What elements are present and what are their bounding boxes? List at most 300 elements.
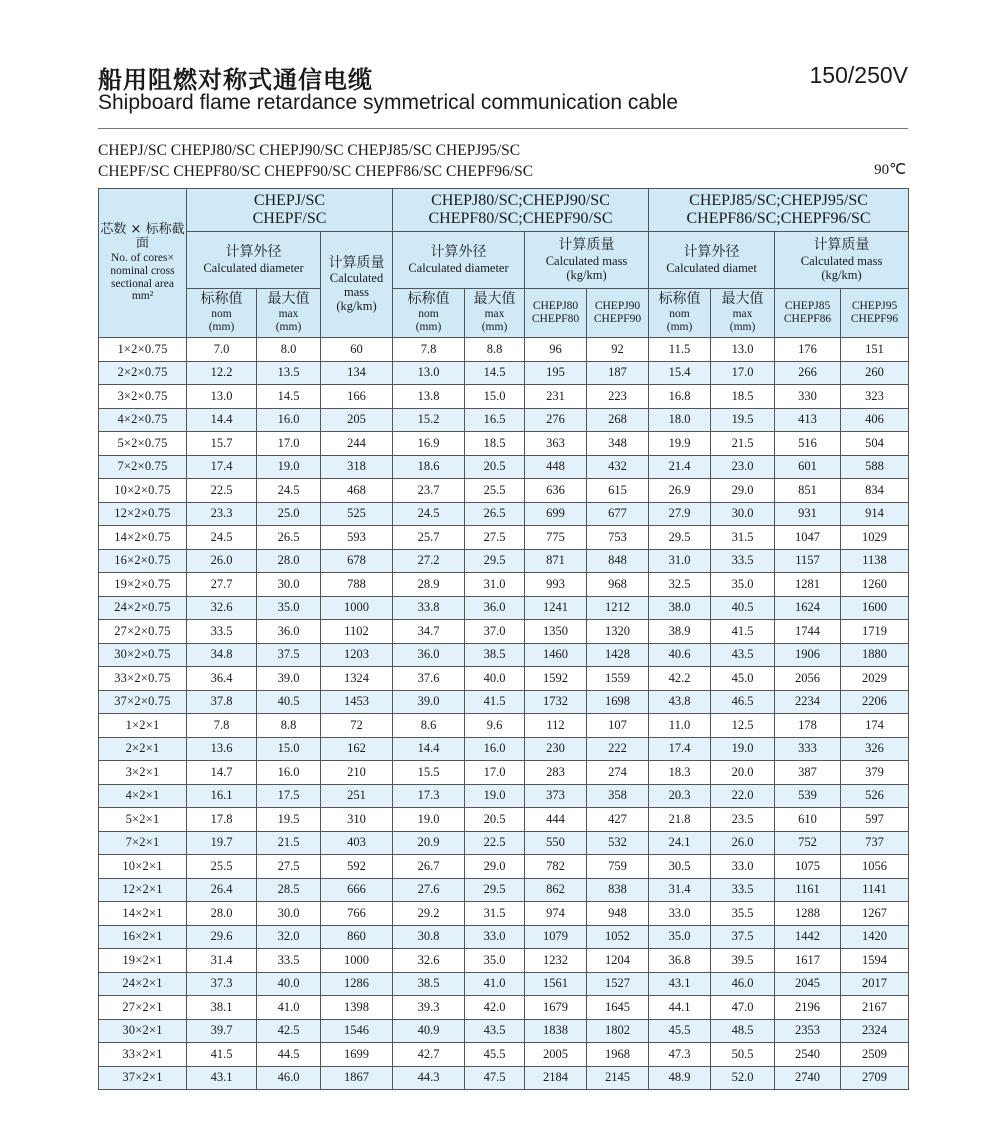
mass-sub-label: CHEPJ85 [784,300,831,313]
value-cell: 40.0 [257,972,321,996]
value-cell: 40.9 [393,1019,465,1043]
nom-label-cn: 标称值 [658,291,701,308]
value-cell: 33.5 [711,878,775,902]
value-cell: 19.5 [711,408,775,432]
nom-label-cn: 标称值 [200,291,243,308]
value-cell: 26.4 [187,878,257,902]
table-row [99,949,909,973]
value-cell: 2206 [841,690,909,714]
group-3-max-header [711,289,775,338]
value-cell: 15.2 [393,408,465,432]
value-cell: 72 [321,714,393,738]
value-cell: 677 [587,502,649,526]
value-cell: 1698 [587,690,649,714]
value-cell: 1286 [321,972,393,996]
table-row [99,361,909,385]
value-cell: 21.5 [257,831,321,855]
value-cell: 29.5 [649,526,711,550]
value-cell: 14.7 [187,761,257,785]
value-cell: 36.0 [465,596,525,620]
value-cell: 2145 [587,1066,649,1090]
value-cell: 38.1 [187,996,257,1020]
value-cell: 45.5 [649,1019,711,1043]
spec-header-en: No. of cores× nominal cross sectional area [110,251,175,290]
value-cell: 42.2 [649,667,711,691]
value-cell: 26.0 [187,549,257,573]
value-cell: 1600 [841,596,909,620]
value-cell: 268 [587,408,649,432]
value-cell: 107 [587,714,649,738]
value-cell: 21.4 [649,455,711,479]
value-cell: 24.5 [257,479,321,503]
value-cell: 16.0 [465,737,525,761]
value-cell: 26.9 [649,479,711,503]
value-cell: 134 [321,361,393,385]
value-cell: 17.5 [257,784,321,808]
value-cell: 27.9 [649,502,711,526]
value-cell: 33.0 [465,925,525,949]
value-cell: 21.8 [649,808,711,832]
nom-unit: (mm) [666,320,693,333]
value-cell: 29.0 [465,855,525,879]
value-cell: 23.7 [393,479,465,503]
value-cell: 1420 [841,925,909,949]
mass-label-en: Calculated mass [545,253,628,268]
value-cell: 45.0 [711,667,775,691]
mass-label-en: Calculated mass [329,271,384,300]
group-3-mass-a-header [775,289,841,338]
value-cell: 36.0 [393,643,465,667]
value-cell: 516 [775,432,841,456]
value-cell: 31.4 [649,878,711,902]
value-cell: 48.9 [649,1066,711,1090]
value-cell: 46.5 [711,690,775,714]
value-cell: 1645 [587,996,649,1020]
value-cell: 36.0 [257,620,321,644]
value-cell: 406 [841,408,909,432]
value-cell: 9.6 [465,714,525,738]
value-cell: 40.5 [711,596,775,620]
value-cell: 12.2 [187,361,257,385]
value-cell: 588 [841,455,909,479]
table-row [99,432,909,456]
value-cell: 1442 [775,925,841,949]
value-cell: 8.6 [393,714,465,738]
value-cell: 1204 [587,949,649,973]
value-cell: 1880 [841,643,909,667]
page-title-en: Shipboard flame retardance symmetrical communication cable [98,91,679,114]
value-cell: 39.7 [187,1019,257,1043]
spec-cell: 1×2×1 [99,714,187,738]
value-cell: 38.0 [649,596,711,620]
value-cell: 176 [775,338,841,362]
value-cell: 1732 [525,690,587,714]
value-cell: 43.5 [711,643,775,667]
mass-sub-label: CHEPF96 [850,313,899,325]
value-cell: 1281 [775,573,841,597]
spec-cell: 3×2×1 [99,761,187,785]
value-cell: 15.4 [649,361,711,385]
group-3-line-2: CHEPF86/SC;CHEPF96/SC [686,210,871,227]
value-cell: 1398 [321,996,393,1020]
value-cell: 23.3 [187,502,257,526]
table-row [99,878,909,902]
value-cell: 33.8 [393,596,465,620]
table-row [99,808,909,832]
nom-unit: (mm) [208,320,235,333]
value-cell: 35.0 [711,573,775,597]
value-cell: 27.5 [257,855,321,879]
value-cell: 1260 [841,573,909,597]
value-cell: 42.7 [393,1043,465,1067]
value-cell: 7.8 [187,714,257,738]
value-cell: 838 [587,878,649,902]
value-cell: 30.0 [257,902,321,926]
value-cell: 35.5 [711,902,775,926]
value-cell: 42.0 [465,996,525,1020]
table-row [99,831,909,855]
value-cell: 1546 [321,1019,393,1043]
value-cell: 2005 [525,1043,587,1067]
nom-label-cn: 标称值 [407,291,450,308]
value-cell: 759 [587,855,649,879]
value-cell: 187 [587,361,649,385]
model-line-2: CHEPF/SC CHEPF80/SC CHEPF90/SC CHEPF86/SC CHEPF96/SC [98,163,534,180]
table-row [99,996,909,1020]
value-cell: 19.9 [649,432,711,456]
value-cell: 37.0 [465,620,525,644]
value-cell: 230 [525,737,587,761]
value-cell: 29.0 [711,479,775,503]
value-cell: 43.1 [187,1066,257,1090]
value-cell: 13.6 [187,737,257,761]
value-cell: 593 [321,526,393,550]
spec-cell: 33×2×0.75 [99,667,187,691]
spec-cell: 27×2×0.75 [99,620,187,644]
value-cell: 223 [587,385,649,409]
value-cell: 468 [321,479,393,503]
value-cell: 16.0 [257,408,321,432]
value-cell: 2045 [775,972,841,996]
value-cell: 31.5 [711,526,775,550]
value-cell: 60 [321,338,393,362]
value-cell: 92 [587,338,649,362]
value-cell: 1527 [587,972,649,996]
value-cell: 19.0 [257,455,321,479]
value-cell: 13.0 [187,385,257,409]
value-cell: 22.5 [187,479,257,503]
value-cell: 32.6 [393,949,465,973]
value-cell: 1056 [841,855,909,879]
value-cell: 1324 [321,667,393,691]
diameter-label-cn: 计算外径 [683,244,740,261]
value-cell: 1679 [525,996,587,1020]
value-cell: 274 [587,761,649,785]
value-cell: 326 [841,737,909,761]
value-cell: 2056 [775,667,841,691]
value-cell: 260 [841,361,909,385]
value-cell: 222 [587,737,649,761]
value-cell: 19.0 [465,784,525,808]
value-cell: 333 [775,737,841,761]
value-cell: 20.5 [465,808,525,832]
value-cell: 28.9 [393,573,465,597]
value-cell: 16.8 [649,385,711,409]
value-cell: 539 [775,784,841,808]
value-cell: 550 [525,831,587,855]
value-cell: 37.6 [393,667,465,691]
value-cell: 26.5 [257,526,321,550]
value-cell: 46.0 [257,1066,321,1090]
group-2-mass-a-header [525,289,587,338]
value-cell: 32.0 [257,925,321,949]
table-row [99,526,909,550]
value-cell: 43.8 [649,690,711,714]
spec-cell: 5×2×1 [99,808,187,832]
value-cell: 948 [587,902,649,926]
value-cell: 52.0 [711,1066,775,1090]
value-cell: 14.5 [257,385,321,409]
value-cell: 20.5 [465,455,525,479]
value-cell: 36.8 [649,949,711,973]
table-row [99,408,909,432]
value-cell: 39.3 [393,996,465,1020]
value-cell: 1102 [321,620,393,644]
value-cell: 1320 [587,620,649,644]
value-cell: 45.5 [465,1043,525,1067]
value-cell: 27.6 [393,878,465,902]
group-2-line-1: CHEPJ80/SC;CHEPJ90/SC [431,192,610,210]
value-cell: 1838 [525,1019,587,1043]
value-cell: 17.4 [649,737,711,761]
value-cell: 15.0 [257,737,321,761]
value-cell: 373 [525,784,587,808]
value-cell: 1453 [321,690,393,714]
value-cell: 2540 [775,1043,841,1067]
value-cell: 40.6 [649,643,711,667]
value-cell: 974 [525,902,587,926]
value-cell: 20.9 [393,831,465,855]
value-cell: 11.0 [649,714,711,738]
value-cell: 38.5 [393,972,465,996]
value-cell: 44.1 [649,996,711,1020]
value-cell: 678 [321,549,393,573]
value-cell: 30.5 [649,855,711,879]
value-cell: 1029 [841,526,909,550]
voltage-rating: 150/250V [809,62,908,88]
value-cell: 26.5 [465,502,525,526]
value-cell: 871 [525,549,587,573]
diameter-label-cn: 计算外径 [225,244,282,261]
value-cell: 1052 [587,925,649,949]
value-cell: 610 [775,808,841,832]
value-cell: 28.0 [187,902,257,926]
mass-label-cn: 计算质量 [328,254,385,271]
model-line-1: CHEPJ/SC CHEPJ80/SC CHEPJ90/SC CHEPJ85/SC CHEPJ95/SC [98,142,521,159]
value-cell: 25.0 [257,502,321,526]
value-cell: 775 [525,526,587,550]
temperature-rating: 90℃ [874,162,906,178]
value-cell: 17.0 [257,432,321,456]
table-row [99,972,909,996]
nom-unit: (mm) [415,320,442,333]
spec-cell: 30×2×0.75 [99,643,187,667]
spec-column-header [99,189,187,338]
group-3-nom-header [649,289,711,338]
mass-sub-label: CHEPF90 [593,313,642,325]
spec-cell: 12×2×0.75 [99,502,187,526]
value-cell: 737 [841,831,909,855]
table-row [99,1066,909,1090]
value-cell: 44.5 [257,1043,321,1067]
value-cell: 26.7 [393,855,465,879]
spec-header-unit: mm² [131,290,154,303]
value-cell: 23.5 [711,808,775,832]
value-cell: 41.5 [187,1043,257,1067]
value-cell: 15.5 [393,761,465,785]
value-cell: 788 [321,573,393,597]
diameter-label-en: Calculated diameter [203,260,304,275]
value-cell: 666 [321,878,393,902]
value-cell: 35.0 [649,925,711,949]
diameter-label-en: Calculated diamet [666,260,757,275]
value-cell: 41.5 [711,620,775,644]
value-cell: 38.5 [465,643,525,667]
value-cell: 1241 [525,596,587,620]
value-cell: 1138 [841,549,909,573]
table-row [99,573,909,597]
group-2-nom-header [393,289,465,338]
value-cell: 8.0 [257,338,321,362]
page-title-cn: 船用阻燃对称式通信电缆 [98,66,373,94]
spec-header-cn: 芯数 × 标称截面 [100,221,185,252]
spec-cell: 4×2×1 [99,784,187,808]
group-1-max-header [257,289,321,338]
group-1-line-1: CHEPJ/SC [253,192,326,210]
mass-sub-label: CHEPJ95 [851,300,898,313]
value-cell: 14.4 [187,408,257,432]
value-cell: 31.5 [465,902,525,926]
spec-cell: 4×2×0.75 [99,408,187,432]
value-cell: 2017 [841,972,909,996]
value-cell: 834 [841,479,909,503]
group-header-2 [393,189,649,232]
spec-cell: 16×2×0.75 [99,549,187,573]
table-row [99,1019,909,1043]
value-cell: 24.1 [649,831,711,855]
spec-cell: 37×2×1 [99,1066,187,1090]
value-cell: 504 [841,432,909,456]
table-row [99,549,909,573]
value-cell: 413 [775,408,841,432]
value-cell: 2196 [775,996,841,1020]
max-label-cn: 最大值 [473,291,516,308]
spec-cell: 5×2×0.75 [99,432,187,456]
spec-cell: 30×2×1 [99,1019,187,1043]
value-cell: 41.0 [465,972,525,996]
value-cell: 753 [587,526,649,550]
value-cell: 37.5 [257,643,321,667]
value-cell: 532 [587,831,649,855]
value-cell: 18.0 [649,408,711,432]
table-row [99,620,909,644]
table-row [99,338,909,362]
group-3-diameter-header [649,232,775,289]
model-list [98,140,533,182]
value-cell: 914 [841,502,909,526]
value-cell: 42.5 [257,1019,321,1043]
diameter-label-cn: 计算外径 [430,244,487,261]
value-cell: 752 [775,831,841,855]
value-cell: 46.0 [711,972,775,996]
value-cell: 15.7 [187,432,257,456]
value-cell: 12.5 [711,714,775,738]
spec-cell: 16×2×1 [99,925,187,949]
value-cell: 32.5 [649,573,711,597]
diameter-label-en: Calculated diameter [408,260,509,275]
value-cell: 231 [525,385,587,409]
value-cell: 25.7 [393,526,465,550]
spec-cell: 24×2×1 [99,972,187,996]
value-cell: 37.3 [187,972,257,996]
value-cell: 26.0 [711,831,775,855]
value-cell: 21.5 [711,432,775,456]
value-cell: 310 [321,808,393,832]
group-2-diameter-header [393,232,525,289]
table-row [99,714,909,738]
value-cell: 427 [587,808,649,832]
spec-cell: 10×2×1 [99,855,187,879]
table-row [99,690,909,714]
value-cell: 525 [321,502,393,526]
value-cell: 968 [587,573,649,597]
value-cell: 30.0 [711,502,775,526]
value-cell: 151 [841,338,909,362]
value-cell: 2353 [775,1019,841,1043]
value-cell: 597 [841,808,909,832]
value-cell: 1350 [525,620,587,644]
value-cell: 2324 [841,1019,909,1043]
value-cell: 1000 [321,949,393,973]
value-cell: 16.1 [187,784,257,808]
value-cell: 47.0 [711,996,775,1020]
value-cell: 699 [525,502,587,526]
value-cell: 1288 [775,902,841,926]
value-cell: 16.5 [465,408,525,432]
mass-unit: (kg/km) [566,267,607,282]
value-cell: 1047 [775,526,841,550]
value-cell: 363 [525,432,587,456]
value-cell: 601 [775,455,841,479]
mass-label-cn: 计算质量 [813,237,870,254]
value-cell: 22.0 [711,784,775,808]
group-2-mass-header [525,232,649,289]
value-cell: 13.5 [257,361,321,385]
value-cell: 1906 [775,643,841,667]
value-cell: 210 [321,761,393,785]
value-cell: 37.8 [187,690,257,714]
value-cell: 1079 [525,925,587,949]
value-cell: 17.0 [711,361,775,385]
value-cell: 13.8 [393,385,465,409]
group-header-3 [649,189,909,232]
value-cell: 358 [587,784,649,808]
value-cell: 195 [525,361,587,385]
mass-unit: (kg/km) [336,299,377,314]
group-1-line-2: CHEPF/SC [252,210,327,227]
spec-cell: 10×2×0.75 [99,479,187,503]
value-cell: 18.6 [393,455,465,479]
